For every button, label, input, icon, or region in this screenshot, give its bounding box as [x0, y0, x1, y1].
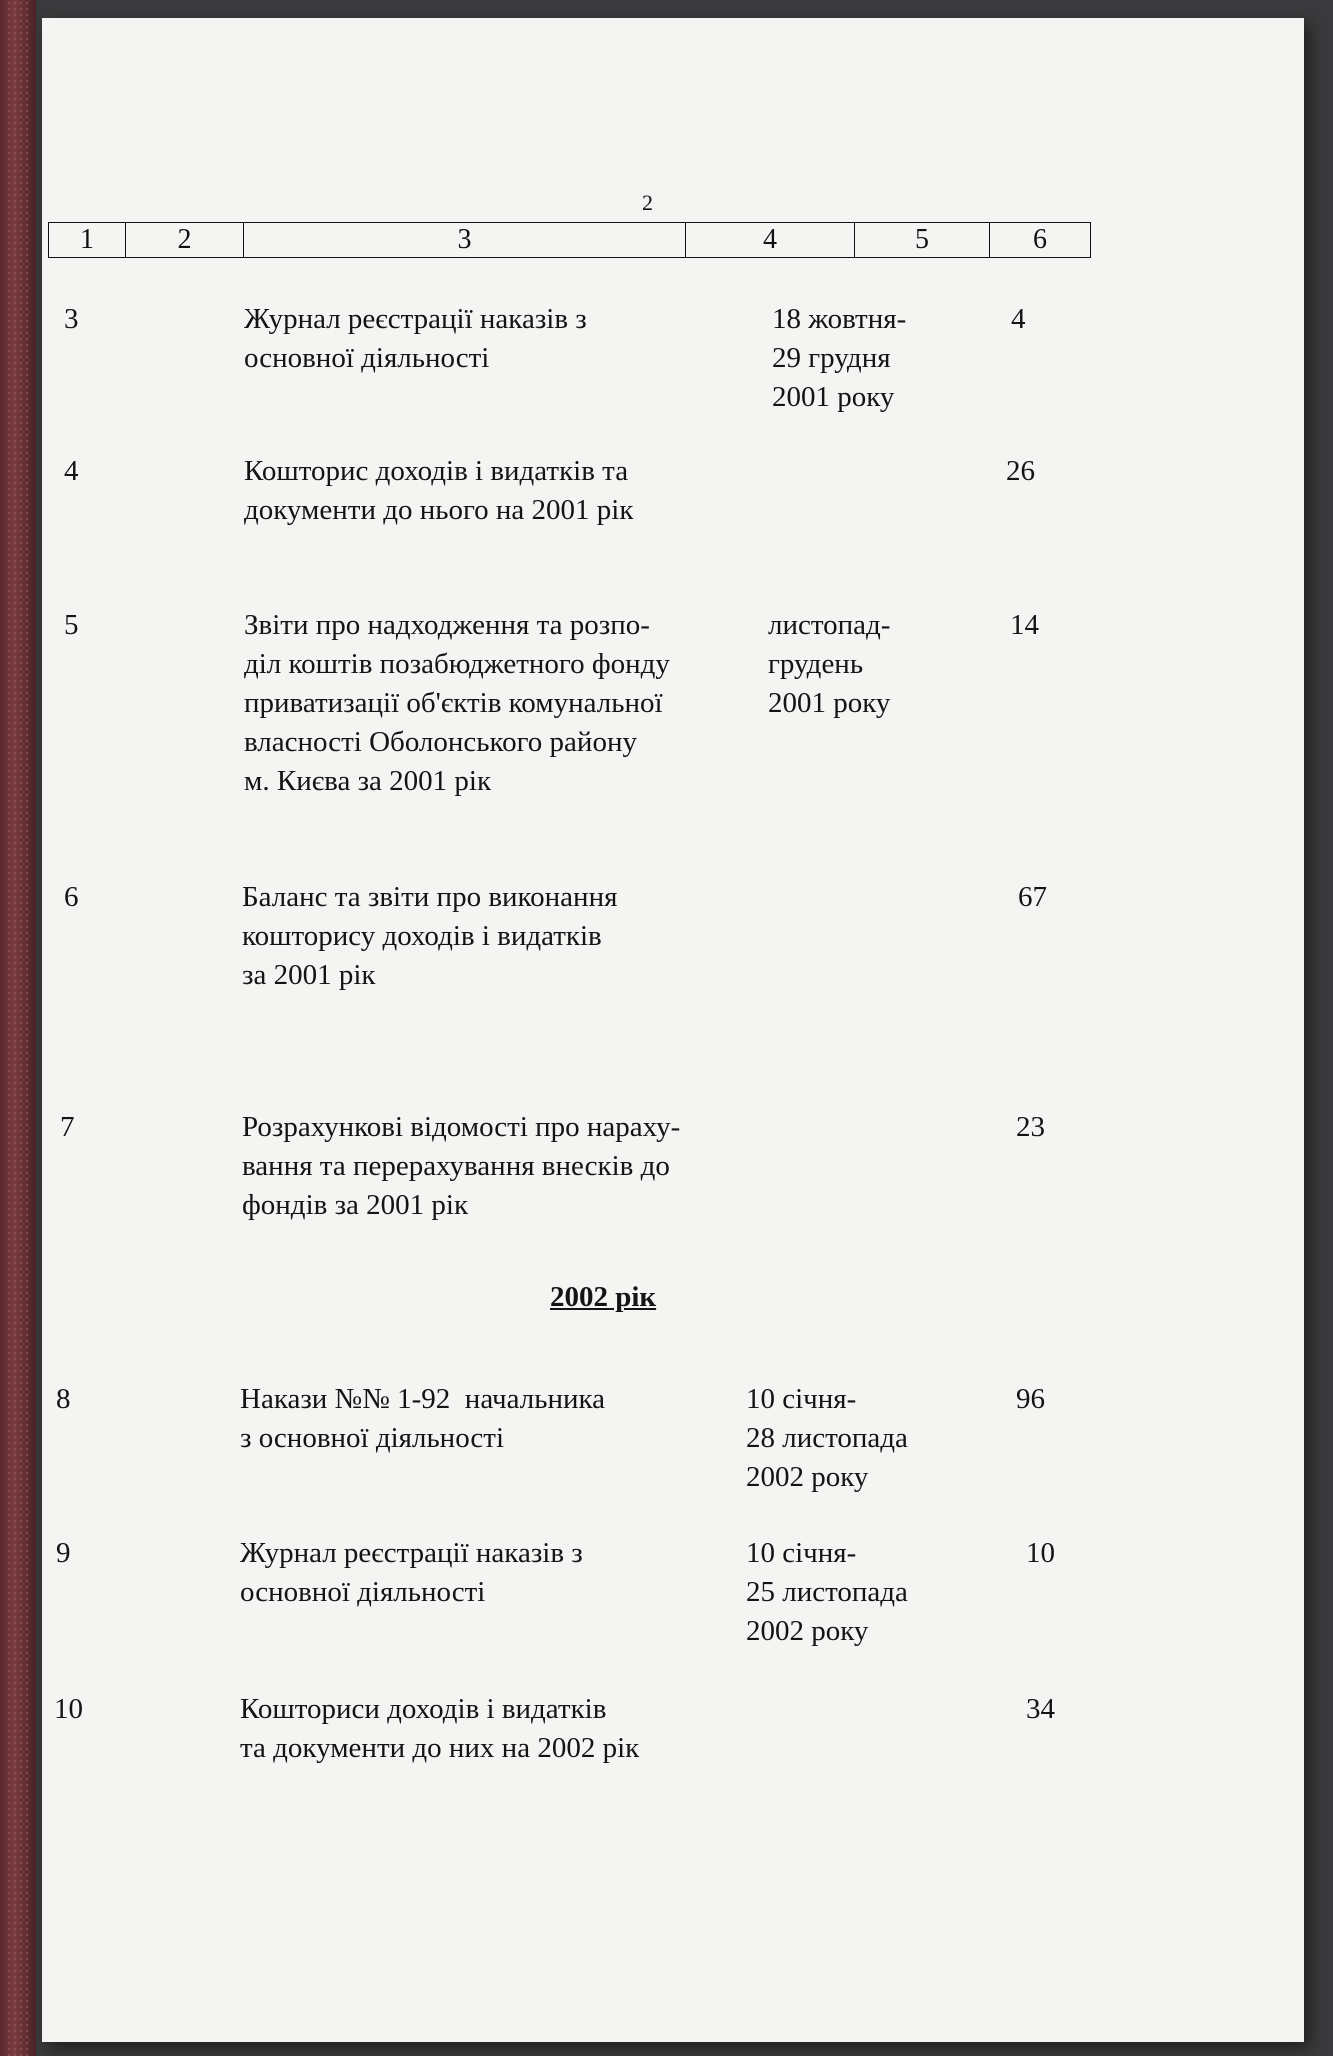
year-heading: 2002 рік: [550, 1281, 657, 1313]
row-count: 96: [1016, 1383, 1045, 1415]
column-header-5: 5: [855, 223, 990, 258]
row-number: 8: [56, 1383, 71, 1415]
column-header-1: 1: [49, 223, 126, 258]
row-count: 67: [1018, 881, 1047, 913]
page-number: 2: [642, 190, 653, 215]
column-header-3: 3: [244, 223, 686, 258]
row-title: Звіти про надходження та розпо- діл коштів позабюджетного фонду приватизації об'єктів комунальної власності Оболонського району м. Києва за 2001 рік: [244, 609, 670, 797]
column-header-4: 4: [686, 223, 855, 258]
row-dates: 10 січня- 25 листопада 2002 року: [746, 1537, 908, 1647]
row-count: 10: [1026, 1537, 1055, 1569]
row-number: 5: [64, 609, 79, 641]
row-title: Кошториси доходів і видатків та документи до них на 2002 рік: [240, 1693, 640, 1764]
row-count: 4: [1011, 303, 1026, 335]
row-number: 6: [64, 881, 79, 913]
column-header-2: 2: [126, 223, 244, 258]
row-number: 7: [60, 1111, 75, 1143]
row-title: Кошторис доходів і видатків та документи до нього на 2001 рік: [244, 455, 634, 526]
binding-spine: [0, 0, 36, 2056]
document-page: [42, 18, 1304, 2042]
row-title: Журнал реєстрації наказів з основної діяльності: [244, 303, 587, 374]
row-dates: листопад- грудень 2001 року: [768, 609, 891, 719]
row-count: 34: [1026, 1693, 1055, 1725]
column-header-6: 6: [990, 223, 1091, 258]
row-number: 10: [54, 1693, 83, 1725]
row-count: 23: [1016, 1111, 1045, 1143]
row-dates: 10 січня- 28 листопада 2002 року: [746, 1383, 908, 1493]
row-title: Журнал реєстрації наказів з основної діяльності: [240, 1537, 583, 1608]
row-title: Накази №№ 1-92 начальника з основної діяльності: [240, 1383, 606, 1454]
spine-texture: [6, 0, 30, 2056]
row-number: 4: [64, 455, 79, 487]
column-header-row: [49, 223, 1091, 258]
row-title: Розрахункові відомості про нараху- вання та перерахування внесків до фондів за 2001 рік: [242, 1111, 681, 1221]
row-number: 3: [64, 303, 79, 335]
column-header-table: [48, 222, 1091, 258]
row-count: 14: [1010, 609, 1039, 641]
row-count: 26: [1006, 455, 1035, 487]
row-dates: 18 жовтня- 29 грудня 2001 року: [772, 303, 907, 413]
row-number: 9: [56, 1537, 71, 1569]
row-title: Баланс та звіти про виконання кошторису доходів і видатків за 2001 рік: [242, 881, 618, 991]
